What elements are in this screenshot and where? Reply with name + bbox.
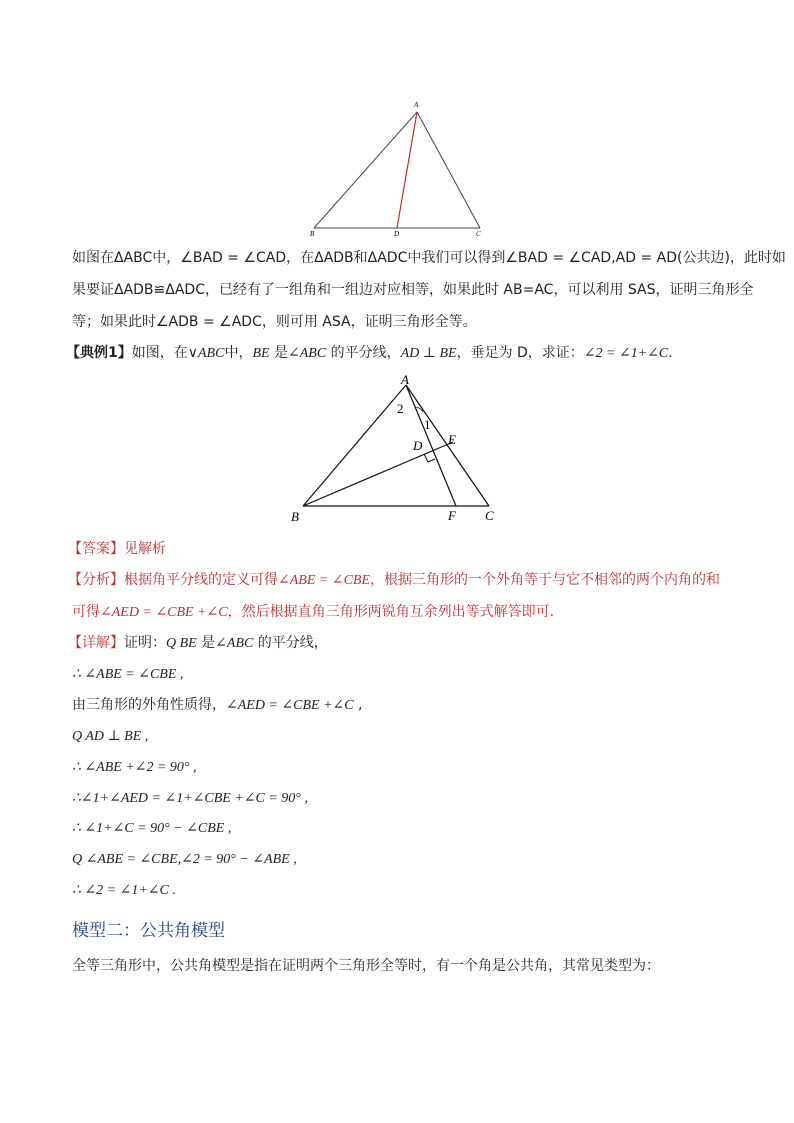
analysis-tag: 【分析】 (68, 572, 124, 588)
side-ab (314, 112, 417, 228)
side-ab (303, 385, 406, 506)
detail-line-7: ∴ ∠1+∠C = 90° − ∠CBE , (72, 821, 232, 836)
answer-line (68, 538, 166, 560)
math-angle-abc: ∠ABC (215, 636, 254, 651)
label-b: B (310, 230, 315, 238)
math-equation: ∠AED = ∠CBE +∠C (100, 605, 228, 620)
math-angle-abc: ∠ABC (288, 346, 327, 361)
label-c: C (476, 230, 481, 238)
label-c: C (485, 508, 494, 523)
example-tag: 【典例1】 (66, 345, 132, 361)
label-e: E (448, 432, 456, 447)
analysis-text: ，然后根据直角三角形两锐角互余列出等式解答即可. (227, 604, 555, 620)
paragraph-line-3: 等；如果此时∠ADB = ∠ADC，则可用 ASA，证明三角形全等。 (72, 314, 477, 330)
label-one: 1 (424, 417, 431, 432)
math-goal: ∠2 = ∠1+∠C (583, 346, 669, 361)
label-d: D (413, 438, 423, 453)
label-f: F (448, 508, 456, 523)
detail-line-2: ∴ ∠ABE = ∠CBE , (72, 667, 184, 682)
example-text: ，垂足为 D，求证： (456, 345, 584, 361)
detail-line-1 (68, 632, 328, 655)
answer-tag: 【答案】 (68, 541, 124, 557)
paragraph-line-2: 果要证ΔADB≌ΔADC，已经有了一组角和一组边对应相等，如果此时 AB=AC，可以利用 SAS，证明三角形全 (72, 282, 754, 298)
label-a: A (401, 372, 409, 387)
example-text: 如图，在 (131, 345, 188, 361)
detail-line-3 (72, 694, 363, 717)
detail-text: , (353, 697, 363, 713)
label-b: B (291, 509, 299, 524)
detail-text: 的平分线， (253, 635, 328, 651)
label-two: 2 (397, 401, 404, 416)
detail-line-5: ∴ ∠ABE +∠2 = 90° , (72, 760, 197, 775)
detail-text: 证明： (124, 635, 166, 651)
label-a: A (414, 101, 419, 109)
detail-line-8: Q ∠ABE = ∠CBE,∠2 = 90° − ∠ABE , (72, 852, 297, 867)
math-equation: ∠AED = ∠CBE +∠C (226, 698, 354, 713)
math-triangle: ∨ABC (187, 346, 225, 361)
analysis-line-1 (68, 569, 720, 592)
math-equation: ∠ABE = ∠CBE (278, 573, 371, 588)
detail-text: 由三角形的外角性质得， (72, 697, 226, 713)
answer-text: 见解析 (124, 541, 166, 557)
math-perpendicular: AD ⊥ BE (400, 346, 457, 361)
analysis-text: 根据角平分线的定义可得 (124, 572, 278, 588)
example-text: 是 (269, 345, 289, 361)
example-text: 的平分线， (326, 345, 401, 361)
analysis-text: ，根据三角形的一个外角等于与它不相邻的两个内角的和 (370, 572, 721, 588)
section-heading: 模型二：公共角模型 (72, 921, 225, 941)
figure-example-triangle (288, 372, 508, 528)
example-text: 中， (224, 345, 253, 361)
section-text: 全等三角形中，公共角模型是指在证明两个三角形全等时，有一个角是公共角，其常见类型为： (72, 958, 660, 974)
analysis-line-2 (72, 601, 554, 624)
analysis-text: 可得 (72, 604, 100, 620)
segment-be (303, 442, 453, 506)
right-angle-mark (424, 454, 435, 462)
label-d: D (394, 230, 400, 238)
detail-line-9: ∴ ∠2 = ∠1+∠C . (72, 883, 176, 898)
math-equation: Q BE (166, 636, 197, 651)
detail-line-4: Q AD ⊥ BE , (72, 729, 149, 744)
detail-text: 是 (196, 635, 216, 651)
segment-ad (397, 112, 417, 228)
example-text: . (668, 345, 673, 361)
paragraph-line-1: 如图在ΔABC中，∠BAD = ∠CAD，在ΔADB和ΔADC中我们可以得到∠BAD = ∠CAD,AD = AD(公共边)，此时如 (72, 250, 786, 266)
example-1-statement (66, 342, 673, 365)
math-be: BE (252, 346, 270, 361)
side-ac (417, 112, 480, 228)
detail-tag: 【详解】 (68, 635, 124, 651)
detail-line-6: ∴∠1+∠AED = ∠1+∠CBE +∠C = 90° , (72, 791, 308, 806)
figure-triangle-abc-bisector (300, 98, 500, 238)
